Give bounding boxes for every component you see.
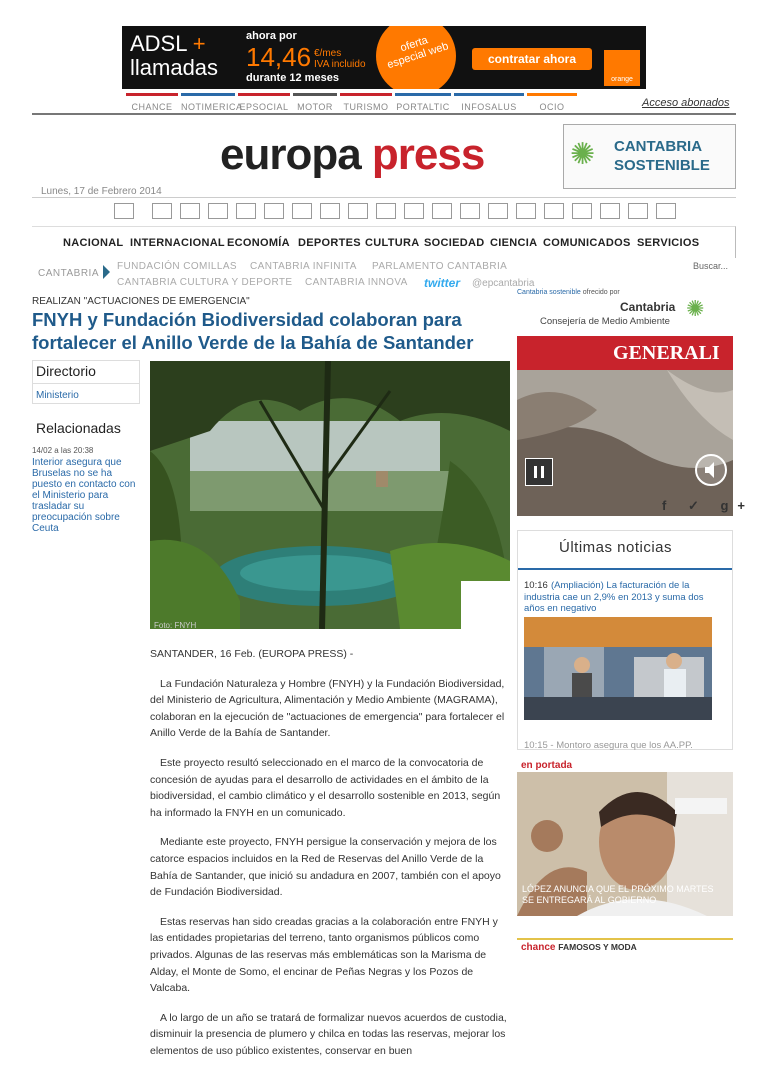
directorio-title: Directorio xyxy=(36,363,96,379)
edition-box[interactable] xyxy=(236,203,256,219)
europa-press-logo[interactable]: europa press xyxy=(220,130,485,179)
cantabria-spiral-icon: ✺ xyxy=(686,296,705,321)
edition-box[interactable] xyxy=(460,203,480,219)
date-divider xyxy=(32,197,736,198)
edition-box[interactable] xyxy=(404,203,424,219)
en-portada-label: en portada xyxy=(521,760,573,771)
ad-price-unit: €/mes IVA incluido xyxy=(314,48,366,70)
relacionadas-title: Relacionadas xyxy=(36,420,121,436)
nav-nacional[interactable]: NACIONAL xyxy=(63,237,124,249)
ad-months: durante 12 meses xyxy=(246,72,339,84)
nav-economia[interactable]: ECONOMÍA xyxy=(227,237,290,249)
latest-news-title: Últimas noticias xyxy=(559,539,673,556)
social-share-icons[interactable]: f ✓ g+ xyxy=(662,498,754,513)
network-link-motor[interactable]: MOTOR xyxy=(293,93,337,113)
generali-logo: GENERALI xyxy=(613,342,720,364)
twitter-handle-link[interactable]: @epcantabria xyxy=(472,278,535,289)
nav-cultura[interactable]: CULTURA xyxy=(365,237,420,249)
cantabria-spiral-icon: ✺ xyxy=(570,138,596,171)
edition-box[interactable] xyxy=(628,203,648,219)
photo-credit: Foto: FNYH xyxy=(154,621,197,630)
subnav-cantabria-infinita[interactable]: CANTABRIA INFINITA xyxy=(250,261,357,272)
network-link-portaltic[interactable]: PORTALTIC xyxy=(395,93,451,113)
edition-box[interactable] xyxy=(348,203,368,219)
related-article-link[interactable]: Interior asegura que Bruselas no se ha puesto en contacto con el Ministerio para trasladar su preocupación sobre Ceuta xyxy=(32,457,136,534)
search-input[interactable]: Buscar... xyxy=(693,261,729,271)
edition-box[interactable] xyxy=(544,203,564,219)
edition-box[interactable] xyxy=(432,203,452,219)
ad-price: 14,46 xyxy=(246,42,312,72)
article-kicker: REALIZAN "ACTUACIONES DE EMERGENCIA" xyxy=(32,296,250,307)
article-dateline: SANTANDER, 16 Feb. (EUROPA PRESS) - xyxy=(150,648,354,660)
related-date: 14/02 a las 20:38 xyxy=(32,446,94,455)
consejeria-text: Consejería de Medio Ambiente xyxy=(540,316,670,327)
latest-news-divider xyxy=(518,568,732,570)
latest-news-time: 10:16 xyxy=(524,580,548,591)
edition-box[interactable] xyxy=(180,203,200,219)
edition-box[interactable] xyxy=(320,203,340,219)
article-paragraph: Este proyecto resultó seleccionado en el marco de la convocatoria de concesión de ayudas para el desarrollo de actividades en el ámbito de la biodiversidad, el cambio climático y el desarrollo sostenible en 2013, según ha informado la FNYH en un comunicado. xyxy=(150,756,501,819)
generali-video-ad[interactable] xyxy=(517,336,733,516)
ad-contratar-button[interactable]: contratar ahora xyxy=(472,48,592,70)
top-divider xyxy=(32,113,736,115)
article-photo xyxy=(150,361,510,629)
article-paragraph: A lo largo de un año se tratará de formalizar nuevos acuerdos de custodia, disminuir la presencia de plumero y chilca en todas las reservas, mejorar los elementos de uso público existentes, conservar en buen xyxy=(150,1011,507,1057)
nav-ciencia[interactable]: CIENCIA xyxy=(490,237,538,249)
photo-landscape xyxy=(150,361,510,629)
orange-logo: orange xyxy=(604,50,640,86)
network-link-turismo[interactable]: TURISMO xyxy=(340,93,392,113)
subnav-region-label[interactable]: CANTABRIA xyxy=(38,268,99,279)
article-paragraph: La Fundación Naturaleza y Hombre (FNYH) y la Fundación Biodiversidad, del Ministerio de Agricultura, Alimentación y Medio Ambiente (MAGRAMA), colaboran en la ejecución de "actuaciones de emergencia" para fortalecer el Anillo Verde de la Bahía de Santander. xyxy=(150,677,505,740)
network-link-ocio[interactable]: OCIO xyxy=(527,93,577,113)
ad-ahora: ahora por xyxy=(246,30,297,42)
edition-box[interactable] xyxy=(572,203,592,219)
top-ad-banner[interactable] xyxy=(122,26,646,89)
subnav-cantabria-innova[interactable]: CANTABRIA INNOVA xyxy=(305,277,408,288)
latest-news-headline-link[interactable]: (Ampliación) La facturación de la industria cae un 2,9% en 2013 y suma dos años en negativo xyxy=(524,580,704,614)
generali-video-frame xyxy=(517,370,733,516)
article-body xyxy=(150,646,510,1072)
volume-icon[interactable] xyxy=(695,454,727,486)
ad-adsl-text: ADSL + llamadas xyxy=(130,31,219,80)
edition-box[interactable] xyxy=(152,203,172,219)
current-date: Lunes, 17 de Febrero 2014 xyxy=(41,186,162,197)
factory-image xyxy=(524,617,712,720)
subnav-arrow-icon xyxy=(103,265,110,279)
ad-offer-text: oferta especial web xyxy=(385,34,450,72)
edition-box[interactable] xyxy=(376,203,396,219)
article-paragraph: Estas reservas han sido creadas gracias a la colaboración entre FNYH y las entidades propietarias del terreno, tanto organismos públicos como privados. Algunas de las reservas más emblemáticas son la Marisma de Alday, el Monte de Somo, el encinar de Peñas Negras y los Pozos de Valcaba. xyxy=(150,915,498,995)
network-link-chance[interactable]: CHANCE xyxy=(126,93,178,113)
main-nav xyxy=(32,226,736,258)
latest-news-photo[interactable] xyxy=(524,617,712,720)
access-subscribers-link[interactable]: Acceso abonados xyxy=(642,97,730,109)
twitter-icon[interactable]: twitter xyxy=(424,276,460,290)
subnav-cantabria-cultura-deporte[interactable]: CANTABRIA CULTURA Y DEPORTE xyxy=(117,277,293,288)
article-paragraph: Mediante este proyecto, FNYH persigue la conservación y mejora de los catorce espacios incluidos en la Red de Reservas del Anillo Verde de la Bahía de Santander, que inició su andadura en 2007, también con el apoyo de Fundación Biodiversidad. xyxy=(150,836,501,899)
directorio-link-ministerio[interactable]: Ministerio xyxy=(36,390,79,401)
en-portada-caption[interactable]: LÓPEZ ANUNCIA QUE EL PRÓXIMO MARTES SE ENTREGARÁ AL GOBIERNO xyxy=(522,884,714,905)
nav-deportes[interactable]: DEPORTES xyxy=(298,237,361,249)
nav-sociedad[interactable]: SOCIEDAD xyxy=(424,237,485,249)
edition-box[interactable] xyxy=(292,203,312,219)
pause-icon[interactable] xyxy=(525,458,553,486)
subnav-parlamento-cantabria[interactable]: PARLAMENTO CANTABRIA xyxy=(372,261,508,272)
chance-divider xyxy=(517,938,733,940)
edition-box[interactable] xyxy=(488,203,508,219)
network-link-epsocial[interactable]: EPSOCIAL xyxy=(238,93,290,113)
edition-box[interactable] xyxy=(264,203,284,219)
edition-box[interactable] xyxy=(600,203,620,219)
offered-by-text: Cantabria sostenible ofrecido por xyxy=(517,289,620,296)
network-link-notimerica[interactable]: NOTIMERICA xyxy=(181,93,235,113)
nav-internacional[interactable]: INTERNACIONAL xyxy=(130,237,225,249)
sponsor-text: CANTABRIA SOSTENIBLE xyxy=(614,138,710,174)
photo-overlay-box xyxy=(461,581,521,629)
subnav-fundacion-comillas[interactable]: FUNDACIÓN COMILLAS xyxy=(117,261,237,272)
nav-comunicados[interactable]: COMUNICADOS xyxy=(543,237,631,249)
edition-box[interactable] xyxy=(516,203,536,219)
chance-section-link[interactable]: chance FAMOSOS Y MODA xyxy=(521,942,637,953)
cantabria-sostenible-banner[interactable] xyxy=(563,124,736,189)
article-headline: FNYH y Fundación Biodiversidad colaboran para fortalecer el Anillo Verde de la Bahía de Santander xyxy=(32,309,474,353)
edition-box[interactable] xyxy=(114,203,134,219)
nav-servicios[interactable]: SERVICIOS xyxy=(637,237,700,249)
edition-box[interactable] xyxy=(656,203,676,219)
network-link-infosalus[interactable]: INFOSALUS xyxy=(454,93,524,113)
cantabria-logo-text[interactable]: Cantabria xyxy=(620,300,676,314)
latest-news-next-item[interactable]: 10:15 - Montoro asegura que los AA.PP. xyxy=(524,740,693,751)
edition-box[interactable] xyxy=(208,203,228,219)
